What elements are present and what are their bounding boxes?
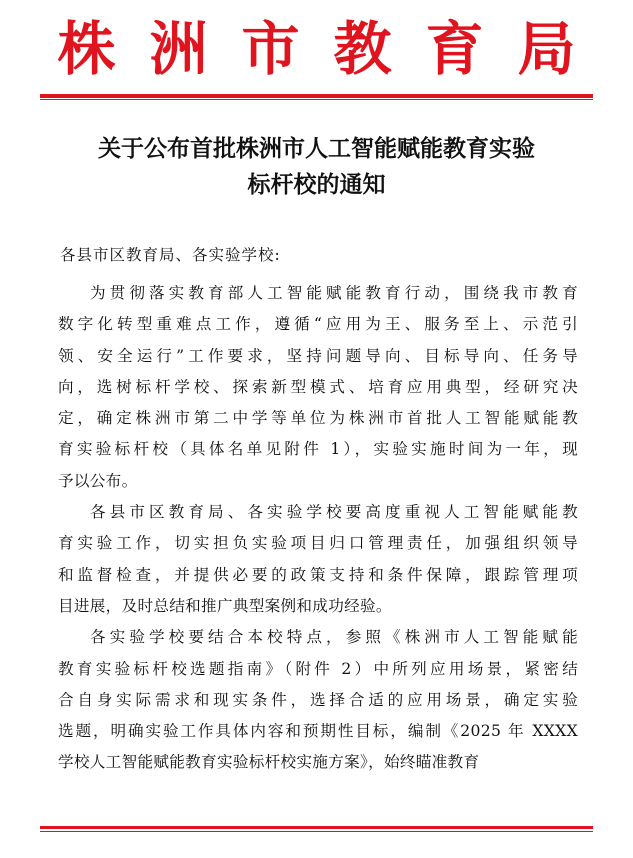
- footer-divider-red: [40, 826, 593, 829]
- body-paragraph: [58, 622, 578, 778]
- body-text-line: 学校人工智能赋能教育实验标杆校实施方案》，始终瞄准教育: [58, 753, 480, 772]
- body-text-line: 育实验工作，切实担负实验项目归口管理责任，加强组织领导: [58, 534, 578, 553]
- document-title: [50, 131, 583, 203]
- document-title-line-2: 标杆校的通知: [247, 171, 386, 198]
- body-paragraph: [58, 497, 578, 622]
- issuing-organization-name: 株洲市教育局: [57, 15, 610, 83]
- body-paragraph: [58, 278, 578, 497]
- body-text-line: 合自身实际需求和现实条件，选择合适的应用场景，确定实验: [58, 690, 578, 709]
- header-divider-thin-line: [40, 99, 593, 100]
- document-header: [40, 8, 610, 90]
- body-text-line: 数字化转型重难点工作，遵循“应用为王、服务至上、示范引: [58, 315, 578, 334]
- body-text-line: 目进展，及时总结和推广典型案例和成功经验。: [58, 596, 392, 615]
- body-text-line: 为贯彻落实教育部人工智能赋能教育行动，围绕我市教育: [90, 284, 578, 302]
- header-divider-red: [40, 94, 593, 98]
- body-text-line: 各县市区教育局、各实验学校要高度重视人工智能赋能教: [90, 503, 578, 522]
- body-text-line: 予以公布。: [58, 471, 138, 490]
- body-text-line: 选题，明确实验工作具体内容和预期性目标，编制《2025 年 XXXX: [58, 722, 578, 741]
- footer-divider-thin-line: [40, 831, 593, 832]
- salutation: 各县市区教育局、各实验学校:: [60, 246, 281, 264]
- body-text-line: 领、安全运行”工作要求，坚持问题导向、目标导向、任务导: [58, 346, 578, 365]
- body-text-line: 向，选树标杆学校、探索新型模式、培育应用典型，经研究决: [58, 377, 578, 396]
- body-text-line: 定，确定株洲市第二中学等单位为株洲市首批人工智能赋能教: [58, 409, 578, 428]
- body-text-line: 各实验学校要结合本校特点，参照《株洲市人工智能赋能: [90, 628, 578, 647]
- body-text-line: 育实验标杆校（具体名单见附件 1），实验实施时间为一年，现: [58, 440, 578, 459]
- document-body: [58, 278, 578, 779]
- document-title-line-1: 关于公布首批株洲市人工智能赋能教育实验: [98, 135, 535, 162]
- body-text-line: 和监督检查，并提供必要的政策支持和条件保障，跟踪管理项: [58, 565, 578, 584]
- body-text-line: 教育实验标杆校选题指南》（附件 2）中所列应用场景，紧密结: [58, 659, 578, 678]
